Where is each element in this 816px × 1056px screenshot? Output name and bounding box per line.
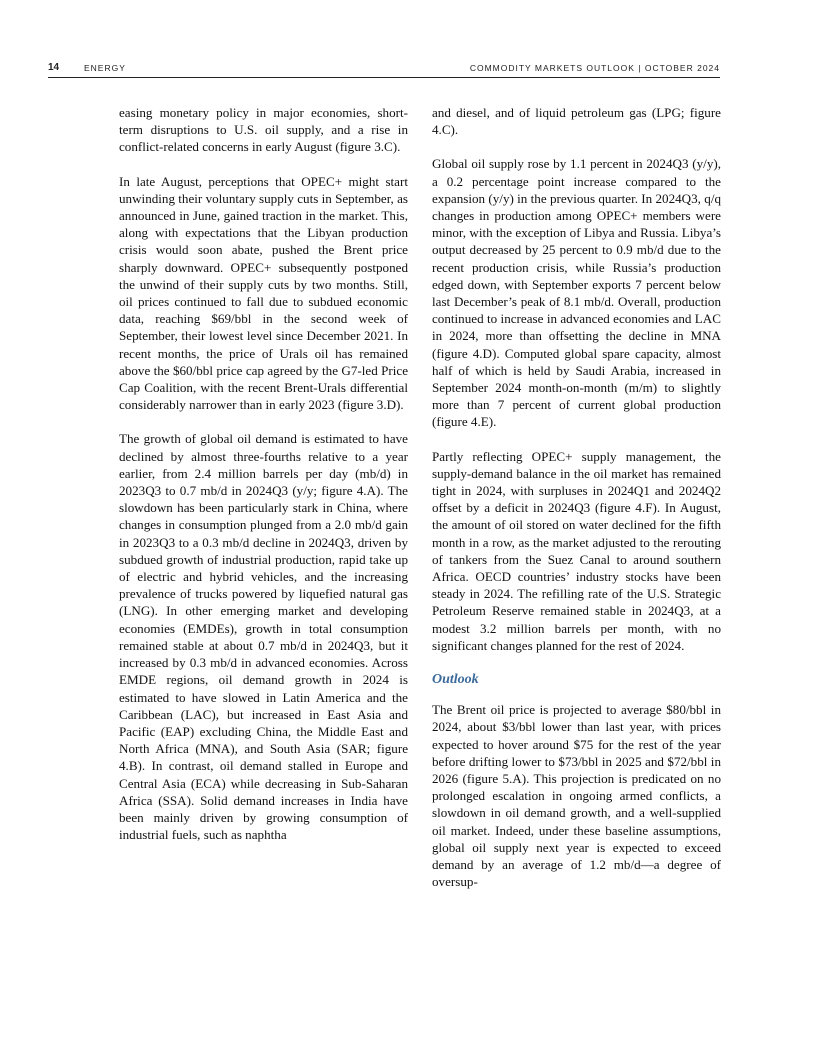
paragraph: The growth of global oil demand is estimated to have declined by almost three-fourths relative to a year earlier, from 2.4 million barrels per day (mb/d) in 2023Q3 to 0.7 mb/d in 2024Q3 (y/y; figure 4.A). The slowdown has been particularly stark in China, where changes in consumption plunged from a 2.0 mb/d gain in 2023Q3 to a 0.3 mb/d decline in 2024Q3, driven by subdued growth of industrial production, rapid take up of electric and hybrid vehicles, and the increasing prevalence of trucks powered by liquefied natural gas (LNG). In other emerging market and developing economies (EMDEs), growth in total consumption remained stable at about 0.7 mb/d in 2024Q3, but it increased by 0.3 mb/d in advanced economies. Across EMDE regions, oil demand growth in 2024 is estimated to have slowed in Latin America and the Caribbean (LAC), but increased in East Asia and Pacific (EAP) excluding China, the Middle East and North Africa (MNA), and South Asia (SAR; figure 4.B). In contrast, oil demand stalled in Europe and Central Asia (ECA) while decreasing in Sub-Saharan Africa (SSA). Solid demand increases in India have been mainly driven by growing consumption of industrial fuels, such as naphtha [119,431,408,843]
paragraph: Global oil supply rose by 1.1 percent in 2024Q3 (y/y), a 0.2 percentage point increase compared to the expansion (y/y) in the previous quarter. In 2024Q3, q/q changes in production among OPEC+ members were minor, with the exception of Libya and Russia. Libya’s output decreased by 25 percent to 0.9 mb/d due to the recent production crisis, while Russia’s production edged down, with September exports 7 percent below last December’s peak of 8.1 mb/d. Overall, production continued to increase in advanced economies and LAC in 2024, more than offsetting the decline in MNA (figure 4.D). Computed global spare capacity, almost half of which is held by Saudi Arabia, increased in September 2024 month-on-month (m/m) to slightly more than 7 percent of current global production (figure 4.E). [432,156,721,430]
paragraph: easing monetary policy in major economies, short-term disruptions to U.S. oil supply, and a rise in conflict-related concerns in early August (figure 3.C). [119,105,408,155]
page-header [48,62,720,76]
section-heading-outlook: Outlook [432,672,479,688]
page-number: 14 [48,62,60,73]
publication-title: COMMODITY MARKETS OUTLOOK | OCTOBER 2024 [469,63,720,73]
paragraph: Partly reflecting OPEC+ supply management, the supply-demand balance in the oil market has remained tight in 2024, with surpluses in 2024Q1 and 2024Q2 offset by a deficit in 2024Q3 (figure 4.F). In August, the amount of oil stored on water declined for the fifth month in a row, as the market adjusted to the rerouting of tankers from the Suez Canal to around southern Africa. OECD countries’ industry stocks have been steady in 2024. The refilling rate of the U.S. Strategic Petroleum Reserve remained stable in 2024Q3, at a modest 3.2 million barrels per month, with no significant changes planned for the rest of 2024. [432,448,721,653]
header-divider [48,77,720,78]
section-label: ENERGY [84,63,126,73]
right-column [432,104,721,890]
paragraph: The Brent oil price is projected to average $80/bbl in 2024, about $3/bbl lower than last year, with prices expected to hover around $75 for the rest of the year before drifting lower to $73/bbl in 2025 and $72/bbl in 2026 (figure 5.A). This projection is predicated on no prolonged escalation in ongoing armed conflicts, a slowdown in oil demand growth, and a well-supplied oil market. Indeed, under these baseline assumptions, global oil supply next year is expected to exceed demand by an average of 1.2 mb/d—a degree of oversup- [432,702,721,890]
paragraph: In late August, perceptions that OPEC+ might start unwinding their voluntary supply cuts in September, as announced in June, gained traction in the market. This, along with expectations that the Libyan production crisis would soon abate, pushed the Brent price sharply downward. OPEC+ subsequently postponed the unwind of their supply cuts by two months. Still, oil prices continued to fall due to subdued economic data, reaching $69/bbl in the second week of September, their lowest level since December 2021. In recent months, the price of Urals oil has remained above the $60/bbl price cap agreed by the G7-led Price Cap Coalition, with the recent Brent-Urals differential considerably narrower than in early 2023 (figure 3.D). [119,173,408,413]
left-column [119,104,408,843]
paragraph: and diesel, and of liquid petroleum gas (LPG; figure 4.C). [432,105,721,138]
